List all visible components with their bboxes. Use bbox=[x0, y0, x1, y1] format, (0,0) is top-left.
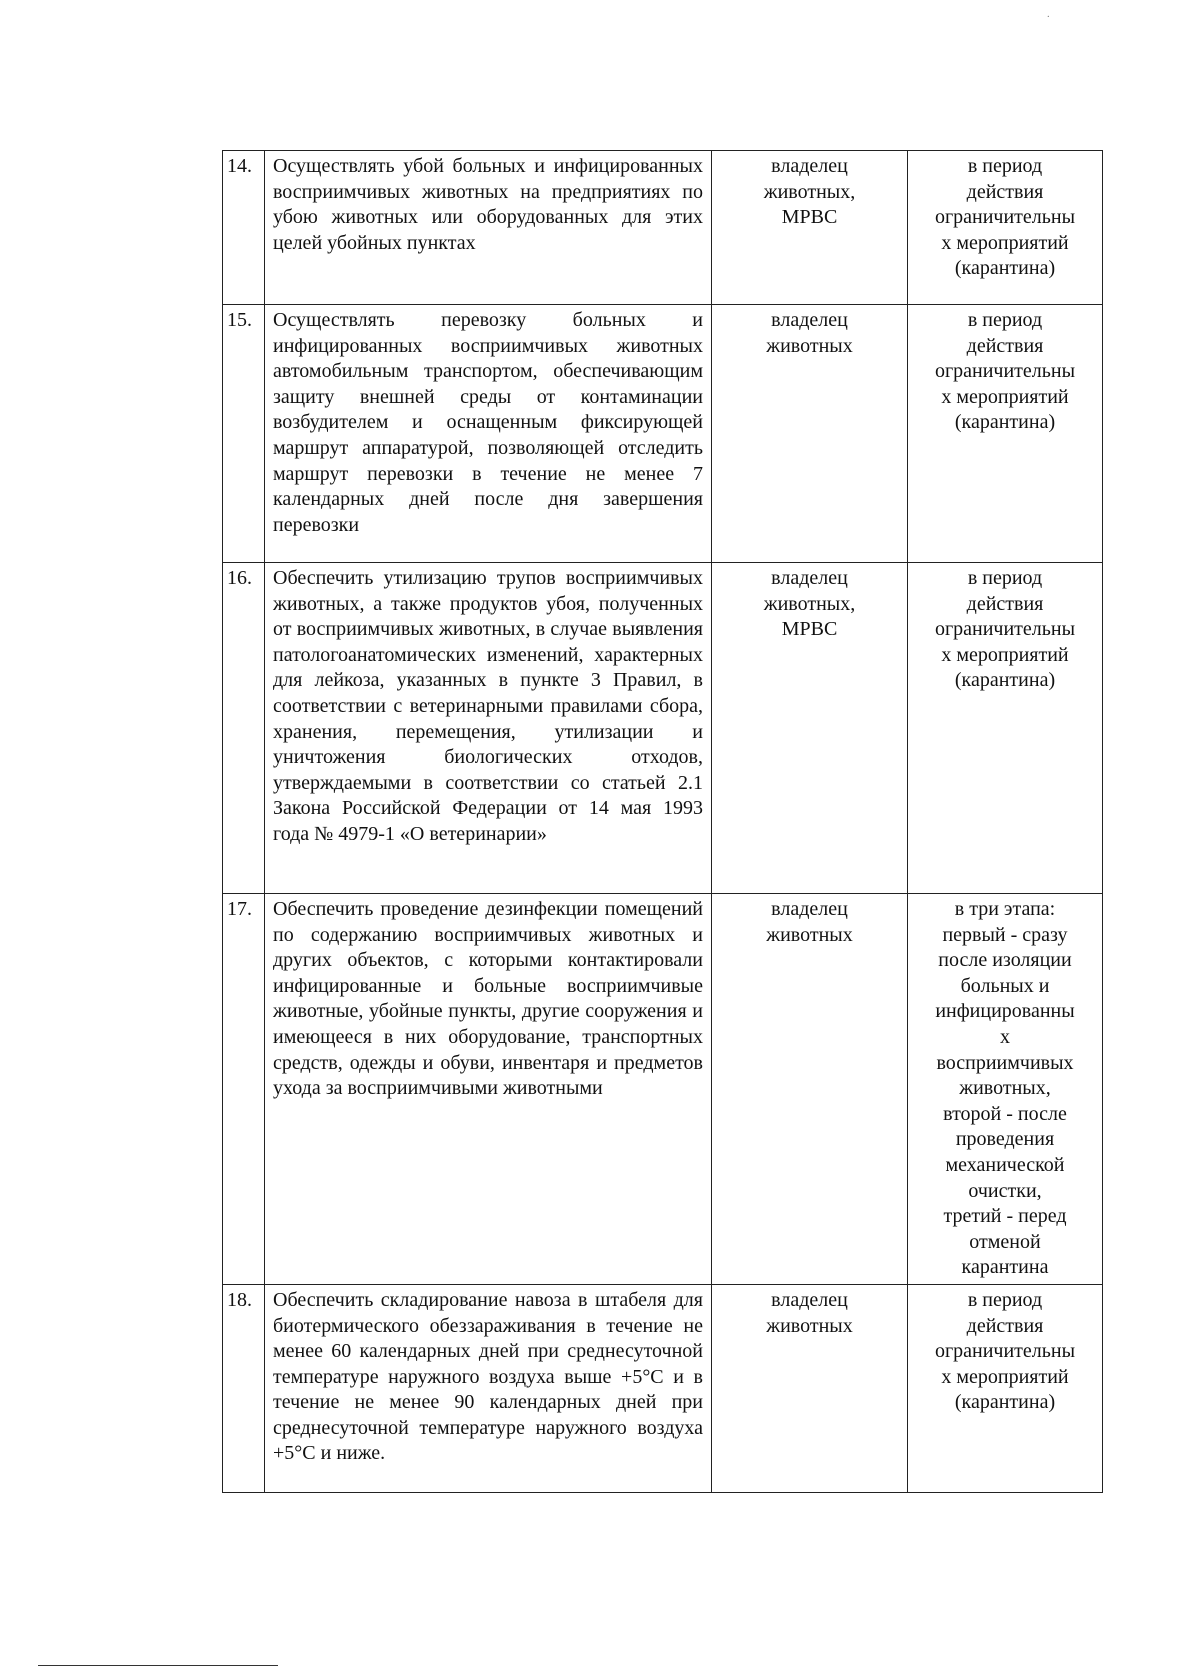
measures-table bbox=[222, 150, 1103, 1493]
page-mark: · bbox=[1046, 12, 1050, 23]
action-text: Осуществлять убой больных и инфицированных восприимчивых животных на предприятиях по убою животных или оборудованных для этих целей убойных пунктах bbox=[273, 155, 703, 254]
row-number: 14. bbox=[223, 151, 265, 305]
responsible-cell bbox=[712, 563, 908, 894]
action-cell bbox=[265, 151, 712, 305]
term-text: в период действия ограничительны х мероприятий (карантина) bbox=[934, 155, 1076, 280]
responsible-text: владелец животных bbox=[766, 898, 853, 946]
responsible-text: владелец животных bbox=[766, 309, 853, 357]
table-row bbox=[223, 305, 1103, 563]
table-row bbox=[223, 894, 1103, 1285]
action-cell bbox=[265, 563, 712, 894]
term-cell bbox=[908, 151, 1103, 305]
row-number: 15. bbox=[223, 305, 265, 563]
term-cell bbox=[908, 305, 1103, 563]
table-row bbox=[223, 151, 1103, 305]
responsible-text: владелец животных, МРВС bbox=[763, 155, 856, 229]
term-text: в период действия ограничительны х мероприятий (карантина) bbox=[934, 1288, 1076, 1414]
action-text: Обеспечить утилизацию трупов восприимчивых животных, а также продуктов убоя, полученных от восприимчивых животных, в случае выявления патологоанатомических изменений, характерных для лейкоза, указанных в пункте 3 Правил, в соответствии с ветеринарными правилами сбора, хранения, перемещения, утилизации и уничтожения биологических отходов, утверждаемыми в соответствии со статьей 2.1 Закона Российской Федерации от 14 мая 1993 года № 4979-1 «О ветеринарии» bbox=[273, 567, 703, 845]
term-text: в период действия ограничительны х мероприятий (карантина) bbox=[934, 567, 1076, 692]
term-text: в три этапа: первый - сразу после изоляции больных и инфицированны х восприимчивых животных, второй - после проведения механической очистки, третий - перед отменой карантина bbox=[935, 898, 1075, 1279]
responsible-cell bbox=[712, 1284, 908, 1492]
action-cell bbox=[265, 1284, 712, 1492]
responsible-cell bbox=[712, 305, 908, 563]
action-text: Осуществлять перевозку больных и инфицированных восприимчивых животных автомобильным транспортом, обеспечивающим защиту внешней среды от контаминации возбудителем и оснащенным фиксирующей маршрут аппаратурой, позволяющей отследить маршрут перевозки в течение не менее 7 календарных дней после дня завершения перевозки bbox=[273, 309, 703, 536]
action-cell bbox=[265, 894, 712, 1285]
responsible-text: владелец животных, МРВС bbox=[763, 567, 856, 641]
row-number: 16. bbox=[223, 563, 265, 894]
row-number: 17. bbox=[223, 894, 265, 1285]
action-cell bbox=[265, 305, 712, 563]
action-text: Обеспечить складирование навоза в штабеля для биотермического обеззараживания в течение не менее 60 календарных дней при среднесуточной температуре наружного воздуха выше +5°С и в течение не менее 90 календарных дней при среднесуточной температуре наружного воздуха +5°С и ниже. bbox=[273, 1288, 703, 1465]
action-text: Обеспечить проведение дезинфекции помещений по содержанию восприимчивых животных и других объектов, с которыми контактировали инфицированные и больные восприимчивые животные, убойные пункты, другие сооружения и имеющееся в них оборудование, транспортных средств, одежды и обуви, инвентаря и предметов ухода за восприимчивыми животными bbox=[273, 898, 703, 1100]
row-number: 18. bbox=[223, 1284, 265, 1492]
responsible-text: владелец животных bbox=[766, 1288, 853, 1337]
table-row bbox=[223, 563, 1103, 894]
term-text: в период действия ограничительны х мероприятий (карантина) bbox=[934, 309, 1076, 434]
term-cell bbox=[908, 563, 1103, 894]
term-cell bbox=[908, 1284, 1103, 1492]
term-cell bbox=[908, 894, 1103, 1285]
responsible-cell bbox=[712, 151, 908, 305]
responsible-cell bbox=[712, 894, 908, 1285]
footer-rule bbox=[38, 1665, 278, 1666]
table-row bbox=[223, 1284, 1103, 1492]
